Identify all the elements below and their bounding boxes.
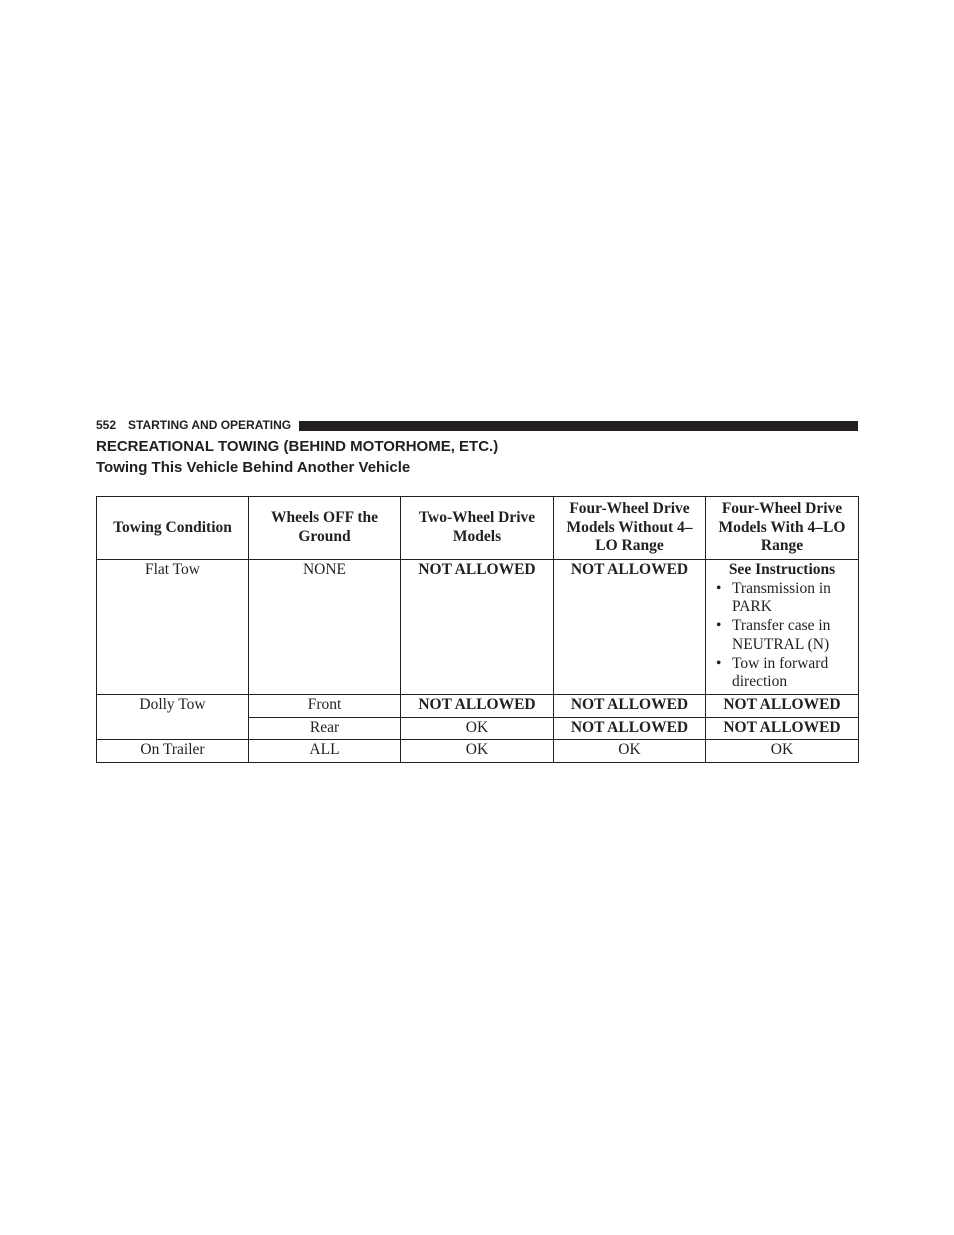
cell-wheels: Front (249, 694, 401, 717)
cell-four-wd-lo (706, 560, 859, 695)
table-row-on-trailer (97, 740, 859, 763)
table-row-dolly-front (97, 694, 859, 717)
cell-four-wd-lo: NOT ALLOWED (706, 694, 859, 717)
towing-table (96, 496, 859, 763)
cell-four-wd-no-lo: OK (554, 740, 706, 763)
cell-four-wd-lo: OK (706, 740, 859, 763)
page-subtitle: Towing This Vehicle Behind Another Vehicle (96, 459, 411, 476)
cell-two-wd: OK (401, 717, 554, 740)
page-header (96, 417, 858, 433)
cell-two-wd: NOT ALLOWED (401, 694, 554, 717)
cell-four-wd-no-lo: NOT ALLOWED (554, 560, 706, 695)
list-item: • Transmission in PARK (712, 580, 852, 617)
cell-wheels: NONE (249, 560, 401, 695)
page-title: RECREATIONAL TOWING (BEHIND MOTORHOME, ETC.) (96, 438, 499, 455)
page-number: 552 (96, 418, 117, 432)
list-item: • Transfer case in NEUTRAL (N) (712, 617, 852, 654)
header-rule (299, 421, 858, 431)
cell-four-wd-no-lo: NOT ALLOWED (554, 717, 706, 740)
cell-two-wd: NOT ALLOWED (401, 560, 554, 695)
cell-condition: Flat Tow (97, 560, 249, 695)
column-header: Two-Wheel Drive Models (401, 497, 554, 560)
column-header: Four-Wheel Drive Models With 4–LO Range (706, 497, 859, 560)
cell-wheels: ALL (249, 740, 401, 763)
column-header: Four-Wheel Drive Models Without 4–LO Range (554, 497, 706, 560)
table-header-row (97, 497, 859, 560)
instructions-list (712, 580, 852, 692)
section-name: STARTING AND OPERATING (128, 418, 292, 432)
see-instructions-label: See Instructions (728, 561, 836, 578)
cell-wheels: Rear (249, 717, 401, 740)
cell-condition: Dolly Tow (97, 694, 249, 739)
cell-four-wd-no-lo: NOT ALLOWED (554, 694, 706, 717)
cell-condition: On Trailer (97, 740, 249, 763)
list-item: • Tow in forward direction (712, 655, 852, 692)
table-row-flat-tow (97, 560, 859, 695)
column-header: Wheels OFF the Ground (249, 497, 401, 560)
column-header: Towing Condition (97, 497, 249, 560)
cell-two-wd: OK (401, 740, 554, 763)
cell-four-wd-lo: NOT ALLOWED (706, 717, 859, 740)
